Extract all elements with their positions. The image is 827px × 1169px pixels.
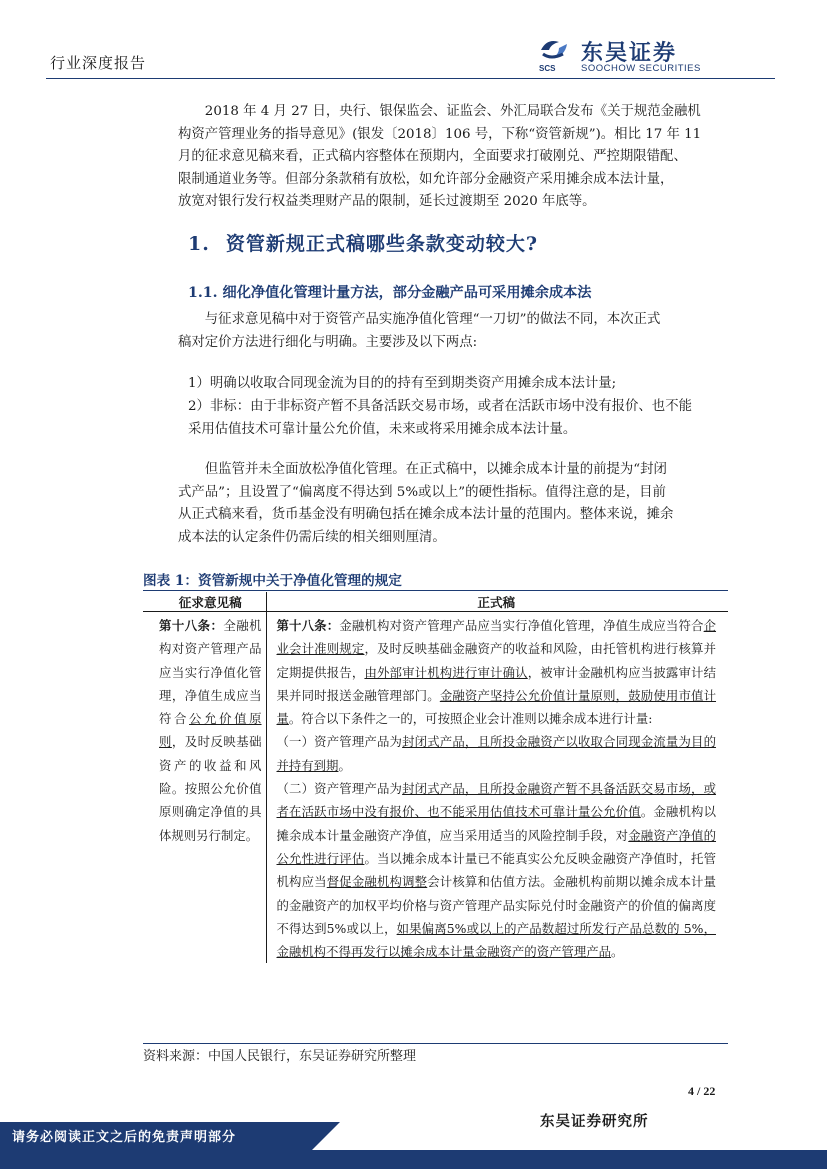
para-line: 稿对定价方法进行细化与明确。主要涉及以下两点:	[178, 334, 478, 350]
para-line: 式产品”；且设置了“偏离度不得达到 5%或以上”的硬性指标。值得注意的是，目前	[178, 484, 666, 500]
disclaimer-banner	[0, 1122, 312, 1150]
para-line: 与征求意见稿中对于资管产品实施净值化管理“一刀切”的做法不同，本次正式	[204, 312, 661, 327]
final-underline: 督促金融机构调整	[326, 874, 428, 890]
paragraph-2	[178, 309, 740, 354]
final-article-label: 第十八条：	[276, 618, 340, 633]
report-type-label: 行业深度报告	[50, 54, 147, 72]
intro-line: 构资产管理业务的指导意见》(银发〔2018〕106 号，下称“资管新规”)。相比 17 年 11	[178, 126, 702, 142]
logo-chinese-name: 东吴证券	[581, 41, 678, 66]
point-2-line-2: 采用估值技术可靠计量公允价值，未来或将采用摊余成本法计量。	[188, 422, 577, 437]
page-number: 4 / 22	[688, 1084, 716, 1098]
draft-text: ，及时反映基础资产的收益和风险。按照公允价值原则确定净值的具体规则另行制定。	[159, 734, 262, 843]
figure-top-rule	[143, 590, 728, 591]
draft-cell	[143, 612, 266, 964]
intro-paragraph	[178, 101, 740, 214]
final-text: 金融机构以摊余成本计量金融资产净值，应当采用适当的风险控制手段，对	[276, 804, 717, 843]
condition-text: 。	[640, 804, 654, 820]
section-title: 资管新规正式稿哪些条款变动较大?	[225, 233, 538, 255]
table-header-row	[143, 592, 728, 612]
point-1: 1）明确以收取合同现金流为目的的持有至到期类资产用摊余成本法计量;	[188, 376, 617, 391]
figure-bottom-rule	[143, 1043, 728, 1044]
final-block-main	[277, 614, 717, 730]
final-underline: 如果偏离5%或以上的产品数超过所发行产品总数的 5%，金融机构不得再发行以摊余成本计量金融资产的资产管理产品	[276, 920, 716, 960]
draft-text: 全融机构对资产管理产品应当实行净值化管理，净值生成应当符合	[159, 618, 262, 727]
condition-underline: 封闭式产品，且所投金融资产暂不具备活跃交易市场，或者在活跃市场中没有报价、也不能采用估值技术可靠计量公允价值	[276, 781, 717, 820]
regulation-comparison-table	[143, 592, 728, 963]
col-header-final: 正式稿	[266, 592, 728, 612]
final-underline: 金融资产净值的公允性进行评估	[276, 827, 717, 866]
final-underline: 由外部审计机构进行审计确认	[364, 664, 528, 680]
para-line: 但监管并未全面放松净值化管理。在正式稿中，以摊余成本计量的前提为“封闭	[204, 462, 667, 477]
final-condition-2	[277, 777, 717, 963]
intro-line: 放宽对银行发行权益类理财产品的限制，延长过渡期至 2020 年底等。	[178, 194, 596, 209]
intro-line: 限制通道业务等。但部分条款稍有放松，如允许部分金融资产采用摊余成本法计量，	[178, 171, 674, 187]
condition-text: （一）资产管理产品为	[276, 734, 403, 750]
draft-article-label: 第十八条：	[159, 618, 224, 633]
disclaimer-text: 请务必阅读正文之后的免责声明部分	[12, 1130, 237, 1145]
subsection-heading: 1.1. 细化净值化管理计量方法，部分金融产品可采用摊余成本法	[188, 285, 592, 301]
section-heading	[188, 229, 538, 256]
figure-title: 图表 1：资管新规中关于净值化管理的规定	[143, 573, 402, 589]
final-text: ，被审计金融机构应当披露审计结果并同时报送金融管理部门。	[276, 664, 717, 703]
condition-underline: 封闭式产品，且所投金融资产以收取合同现金流量为目的并持有到期	[276, 734, 717, 773]
final-text: 会计核算和估值方法。金融机构前期以摊余成本计量的金融资产的加权平均价格与资产管理产品实际兑付时金融资产的价值的偏离度不得达到5%或以上，	[276, 874, 717, 936]
col-header-draft: 征求意见稿	[143, 592, 266, 612]
logo-english-name: SOOCHOW SECURITIES	[581, 63, 701, 74]
final-underline: 金融资产坚持公允价值计量原则，鼓励使用市值计量	[276, 687, 717, 727]
final-text: 。	[611, 944, 624, 960]
section-number: 1.	[188, 233, 210, 255]
para-line: 从正式稿来看，货币基金没有明确包括在摊余成本法计量的范围内。整体来说，摊余	[178, 507, 674, 522]
final-text: ，及时反映基础金融资产的收益和风险，由托管机构进行核算并定期提供报告，	[276, 641, 717, 680]
table-row	[143, 612, 728, 964]
figure-source: 资料来源：中国人民银行，东吴证券研究所整理	[143, 1049, 417, 1064]
logo-abbr: SCS	[539, 64, 556, 73]
condition-text: （二）资产管理产品为	[276, 781, 403, 797]
draft-underline: 公允价值原则	[159, 711, 262, 750]
final-condition-1	[277, 730, 717, 777]
header-rule	[46, 78, 775, 79]
final-text: 。当以摊余成本计量已不能真实公允反映金融资产净值时，托管机构应当	[276, 850, 717, 890]
footer-bar	[0, 1150, 827, 1169]
paragraph-3	[178, 459, 740, 549]
final-text: 金融机构对资产管理产品应当实行净值化管理，净值生成应当符合	[339, 618, 704, 633]
condition-text: 。	[338, 757, 351, 773]
company-logo	[537, 36, 777, 76]
institute-name: 东吴证券研究所	[540, 1113, 649, 1130]
final-cell	[266, 612, 728, 964]
final-text: 。符合以下条件之一的，可按照企业会计准则以摊余成本进行计量:	[288, 711, 653, 727]
point-2-line-1: 2）非标：由于非标资产暂不具备活跃交易市场，或者在活跃市场中没有报价、也不能	[188, 399, 692, 414]
final-underline: 企业会计准则规定	[276, 618, 717, 657]
intro-line: 月的征求意见稿来看，正式稿内容整体在预期内，全面要求打破刚兑、严控期限错配、	[178, 149, 687, 164]
para-line: 成本法的认定条件仍需后续的相关细则厘清。	[178, 529, 446, 545]
intro-line: 2018 年 4 月 27 日，央行、银保监会、证监会、外汇局联合发布《关于规范金融机	[204, 104, 701, 119]
